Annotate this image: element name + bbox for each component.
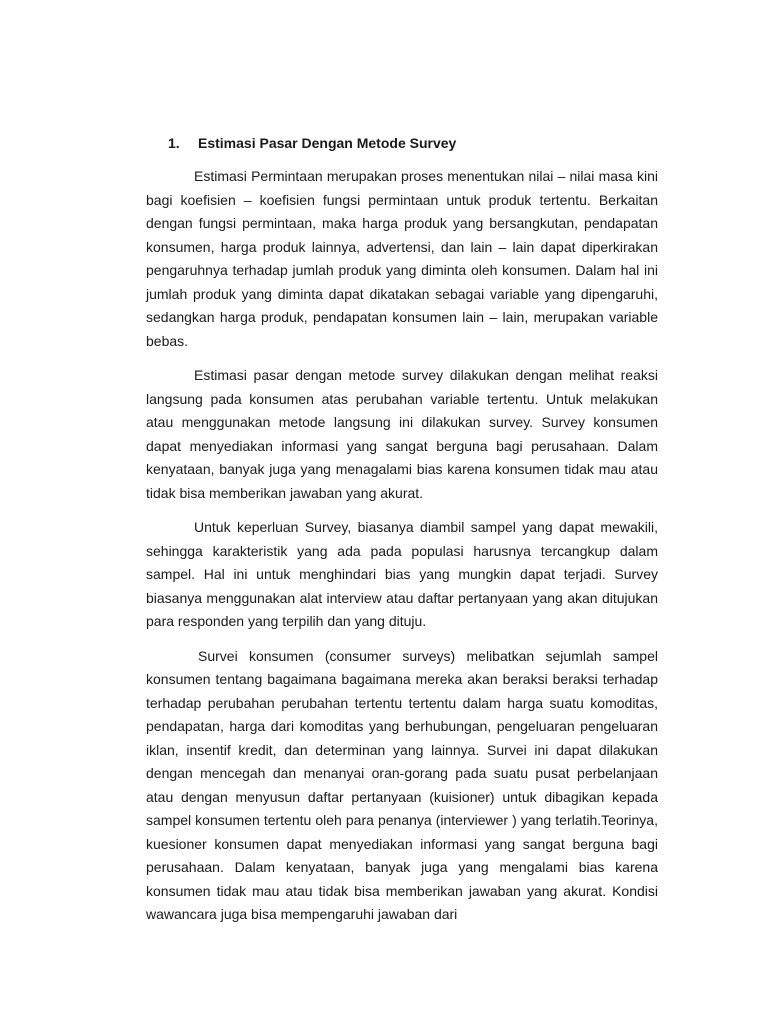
paragraph-2: Estimasi pasar dengan metode survey dilakukan dengan melihat reaksi langsung pada konsumen atas perubahan variable tertentu. Untuk melakukan atau menggunakan metode langsung ini dilakukan survey. Survey konsumen dapat menyediakan informasi yang sangat berguna bagi perusahaan. Dalam kenyataan, banyak juga yang menagalami bias karena konsumen tidak mau atau tidak bisa memberikan jawaban yang akurat.: [146, 367, 658, 501]
document-body: [146, 131, 658, 938]
paragraph-4: Survei konsumen (consumer surveys) melibatkan sejumlah sampel konsumen tentang bagaimana bagaimana mereka akan beraksi beraksi terhadap terhadap perubahan perubahan tertentu tertentu dalam harga suatu komoditas, pendapatan, harga dari komoditas yang berhubungan, pengeluaran pengeluaran iklan, insentif kredit, dan determinan yang lainnya. Survei ini dapat dilakukan dengan mencegah dan menanyai oran-gorang pada suatu pusat perbelanjaan atau dengan menyusun daftar pertanyaan (kuisioner) untuk dibagikan kepada sampel konsumen tertentu oleh para penanya (interviewer ) yang terlatih.Teorinya, kuesioner konsumen dapat menyediakan informasi yang sangat berguna bagi perusahaan. Dalam kenyataan, banyak juga yang mengalami bias karena konsumen tidak mau atau tidak bisa memberikan jawaban yang akurat. Kondisi wawancara juga bisa mempengaruhi jawaban dari: [146, 647, 658, 922]
paragraph-1: Estimasi Permintaan merupakan proses menentukan nilai – nilai masa kini bagi koefisien – koefisien fungsi permintaan untuk produk tertentu. Berkaitan dengan fungsi permintaan, maka harga produk yang bersangkutan, pendapatan konsumen, harga produk lainnya, advertensi, dan lain – lain dapat diperkirakan pengaruhnya terhadap jumlah produk yang diminta oleh konsumen. Dalam hal ini jumlah produk yang diminta dapat dikatakan sebagai variable yang dipengaruhi, sedangkan harga produk, pendapatan konsumen lain – lain, merupakan variable bebas.: [146, 168, 658, 349]
section-heading: [168, 131, 658, 155]
section-title: Estimasi Pasar Dengan Metode Survey: [198, 135, 457, 151]
section-number: 1.: [168, 135, 180, 151]
paragraph-3: Untuk keperluan Survey, biasanya diambil sampel yang dapat mewakili, sehingga karakteristik yang ada pada populasi harusnya tercangkup dalam sampel. Hal ini untuk menghindari bias yang mungkin dapat terjadi. Survey biasanya menggunakan alat interview atau daftar pertanyaan yang akan ditujukan para responden yang terpilih dan yang dituju.: [146, 519, 658, 629]
